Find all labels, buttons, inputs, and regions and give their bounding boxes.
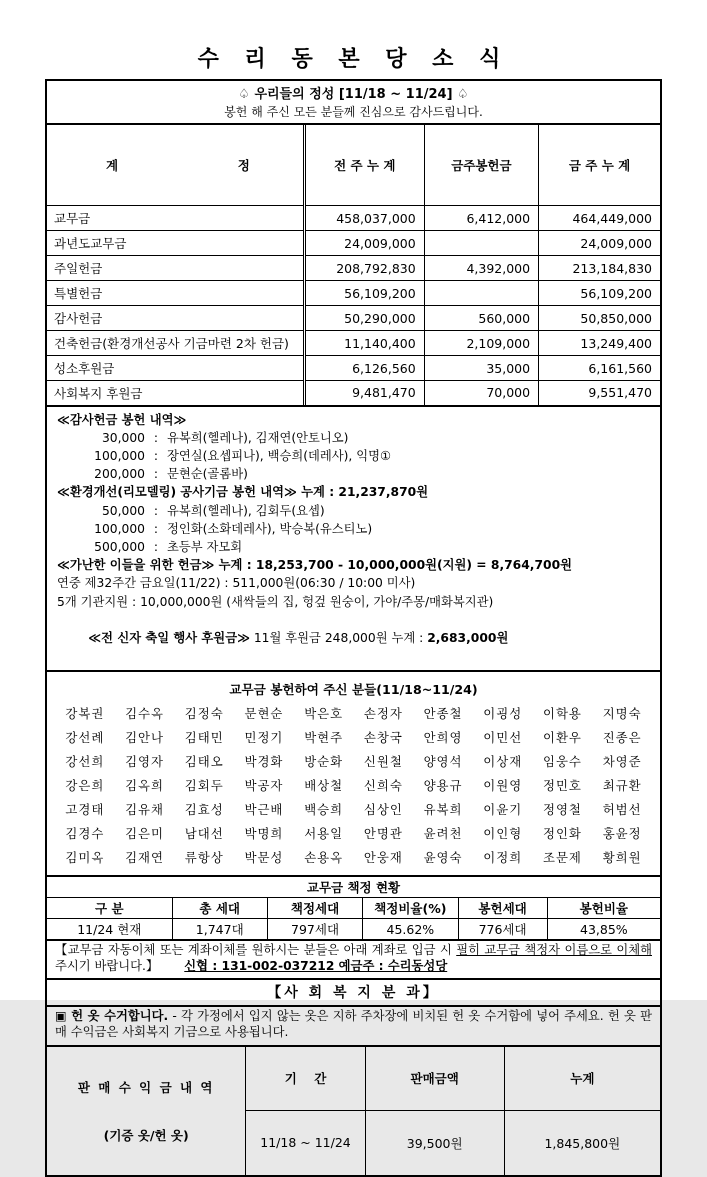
donor-name: 박현주: [304, 730, 344, 746]
donor-name: 박공자: [244, 778, 284, 794]
notice-text: 【교무금 자동이체 또는 계좌이체를 원하시는 분들은 아래 계좌로 입금 시: [55, 943, 457, 958]
assessment-value: 776세대: [458, 919, 547, 941]
this-week-offering: 35,000: [424, 356, 538, 381]
clothes-collection-lead: ▣ 헌 옷 수거합니다.: [55, 1008, 169, 1023]
donor-name: 박명희: [244, 826, 284, 842]
offering-details-section: [45, 405, 662, 673]
offering-donor-names: 초등부 자모회: [167, 539, 243, 554]
devotion-subtitle: 봉헌 해 주신 모든 분들께 진심으로 감사드립니다.: [224, 105, 483, 119]
donor-name: 심상인: [363, 802, 403, 818]
col-header-account-left: 계: [106, 158, 119, 173]
donor-name: 고경태: [65, 802, 105, 818]
donor-name: 임웅수: [542, 754, 582, 770]
offering-amount: 100,000: [94, 521, 145, 536]
donor-name: 이굉성: [483, 706, 523, 722]
this-week-offering: 70,000: [424, 381, 538, 406]
donor-name: 최규환: [602, 778, 642, 794]
account-name: 과년도교무금: [46, 231, 304, 256]
donor-name: 강선례: [65, 730, 105, 746]
feastday-fund-title: ≪전 신자 축일 행사 후원금≫: [88, 630, 250, 645]
donor-name: 안웅재: [363, 850, 403, 866]
this-week-total: 50,850,000: [539, 306, 661, 331]
sales-label-cell: [46, 1046, 246, 1176]
assessment-value: 797세대: [267, 919, 362, 941]
prev-week-total: 208,792,830: [304, 256, 424, 281]
assessment-status-table: [45, 875, 662, 941]
bulletin-content: [45, 79, 662, 1177]
col-header-account-right: 정: [237, 158, 250, 173]
account-row: [46, 281, 661, 306]
prev-week-total: 458,037,000: [304, 206, 424, 231]
account-row: [46, 206, 661, 231]
account-name: 건축헌금(환경개선공사 기금마련 2차 헌금): [46, 331, 304, 356]
colon-separator: :: [153, 448, 159, 463]
donor-name: 신희숙: [363, 778, 403, 794]
account-name: 성소후원금: [46, 356, 304, 381]
sales-revenue-table: [45, 1045, 662, 1177]
this-week-total: 464,449,000: [539, 206, 661, 231]
this-week-total: 213,184,830: [539, 256, 661, 281]
donor-name: 김옥희: [125, 778, 164, 794]
poor-fund-line: 연중 제32주간 금요일(11/22) : 511,000원(06:30 / 10:00 미사): [57, 576, 416, 591]
donor-name: 류항상: [184, 850, 224, 866]
this-week-offering: 2,109,000: [424, 331, 538, 356]
donor-name: 정영철: [542, 802, 582, 818]
prev-week-total: 6,126,560: [304, 356, 424, 381]
thanksgiving-detail-list: [57, 429, 650, 484]
donor-name: 김재연: [125, 850, 164, 866]
bank-account-info: 신협 : 131-002-037212 예금주 : 수리동성당: [184, 959, 448, 974]
donor-name: 손용옥: [304, 850, 344, 866]
donor-name: 정인화: [542, 826, 582, 842]
colon-separator: :: [153, 539, 159, 554]
offering-detail-item: [57, 465, 650, 483]
donor-name: 김안나: [125, 730, 164, 746]
assessment-data-row: [46, 919, 661, 941]
poor-fund-title: ≪가난한 이들을 위한 헌금≫ 누계 : 18,253,700 - 10,000,000원(지원) = 8,764,700원: [57, 558, 573, 573]
donor-name: 민정기: [244, 730, 284, 746]
account-name: 사회복지 후원금: [46, 381, 304, 406]
accounts-header-row: [46, 124, 661, 206]
donor-name: 김미옥: [65, 850, 105, 866]
poor-fund-line: 5개 기관지원 : 10,000,000원 (새싹들의 집, 헝겊 원숭이, 가야/주몽/매화복지관): [57, 594, 494, 609]
donor-name: 김경수: [65, 826, 105, 842]
col-header-prev-total: 전 주 누 계: [304, 124, 424, 206]
donor-name: 김회두: [184, 778, 224, 794]
donor-name: 문현순: [244, 706, 284, 722]
page-title: 수 리 동 본 당 소 식: [197, 47, 510, 72]
offering-detail-item: [57, 447, 650, 465]
colon-separator: :: [153, 503, 159, 518]
donor-name: 이인형: [483, 826, 523, 842]
colon-separator: :: [153, 430, 159, 445]
offering-donor-names: 정인화(소화데레사), 박승복(유스티노): [167, 521, 373, 536]
assessment-col-header: 구 분: [46, 898, 172, 919]
donor-name: 손창국: [363, 730, 403, 746]
this-week-total: 24,009,000: [539, 231, 661, 256]
donor-name: 박문성: [244, 850, 284, 866]
this-week-total: 9,551,470: [539, 381, 661, 406]
donor-name: 이윤기: [483, 802, 523, 818]
account-row: [46, 381, 661, 406]
assessment-header-row: [46, 898, 661, 919]
donor-name: 양영석: [423, 754, 463, 770]
assessment-title-row: [46, 876, 661, 898]
col-header-week-total: 금 주 누 계: [539, 124, 661, 206]
donor-name: 김영자: [125, 754, 164, 770]
donor-list-section: [45, 670, 662, 877]
donor-name: 안희영: [423, 730, 463, 746]
donor-list-title: 교무금 봉헌하여 주신 분들(11/18~11/24): [229, 682, 478, 698]
donor-name: 김태오: [184, 754, 224, 770]
offering-amount: 200,000: [94, 467, 145, 482]
this-week-total: 13,249,400: [539, 331, 661, 356]
account-name: 교무금: [46, 206, 304, 231]
donor-name: 지명숙: [602, 706, 642, 722]
offering-amount: 100,000: [94, 448, 145, 463]
offering-donor-names: 문현순(골롬바): [167, 467, 248, 482]
assessment-col-header: 총 세대: [172, 898, 267, 919]
sales-col-amount: 판매금액: [365, 1046, 504, 1111]
donor-name: 이학용: [542, 706, 582, 722]
donor-name: 윤영숙: [423, 850, 463, 866]
donor-name: 박은호: [304, 706, 344, 722]
this-week-offering: [424, 281, 538, 306]
feastday-fund-text: 11월 후원금 248,000원 누계 :: [249, 630, 428, 645]
sales-period: 11/18 ~ 11/24: [246, 1111, 365, 1176]
sales-header-row: [46, 1046, 661, 1111]
donor-name: 이정희: [483, 850, 523, 866]
renovation-fund-title: ≪환경개선(리모델링) 공사기금 봉헌 내역≫ 누계 : 21,237,870원: [57, 485, 429, 500]
donor-name: 김효성: [184, 802, 224, 818]
assessment-value: 45.62%: [363, 919, 458, 941]
sales-col-cumulative: 누계: [504, 1046, 661, 1111]
assessment-col-header: 봉헌비율: [547, 898, 661, 919]
donor-name: 이상재: [483, 754, 523, 770]
feastday-fund-line: [57, 611, 650, 666]
donor-name: 안종철: [423, 706, 463, 722]
account-name: 주일헌금: [46, 256, 304, 281]
this-week-total: 6,161,560: [539, 356, 661, 381]
offering-donor-names: 장연실(요셉피나), 백승희(데레사), 익명①: [167, 448, 392, 463]
donor-name: 홍윤정: [602, 826, 642, 842]
offering-detail-item: [57, 429, 650, 447]
col-header-account: [46, 124, 304, 206]
prev-week-total: 9,481,470: [304, 381, 424, 406]
offering-accounts-table: [45, 123, 662, 407]
donor-name: 강은희: [65, 778, 105, 794]
donor-name: 이민선: [483, 730, 523, 746]
donor-name: 신원철: [363, 754, 403, 770]
account-row: [46, 331, 661, 356]
assessment-value: 43,85%: [547, 919, 661, 941]
this-week-offering: 560,000: [424, 306, 538, 331]
donor-name: 이원영: [483, 778, 523, 794]
colon-separator: :: [153, 521, 159, 536]
donor-name: 양용규: [423, 778, 463, 794]
assessment-col-header: 책정비율(%): [363, 898, 458, 919]
account-row: [46, 356, 661, 381]
devotion-title: ♤ 우리들의 정성 [11/18 ~ 11/24] ♤: [238, 87, 469, 102]
welfare-notice: [45, 1005, 662, 1047]
assessment-title: 교무금 책정 현황: [46, 876, 661, 898]
renovation-fund-list: [57, 502, 650, 557]
donor-grid: [55, 704, 652, 866]
donor-name: 김수옥: [125, 706, 164, 722]
account-row: [46, 306, 661, 331]
donor-name: 배상철: [304, 778, 344, 794]
donor-name: 김정숙: [184, 706, 224, 722]
welfare-section-title: 【사 회 복 지 분 과】: [45, 978, 662, 1007]
account-row: [46, 256, 661, 281]
donor-name: 황희원: [602, 850, 642, 866]
thanksgiving-detail-title: ≪감사헌금 봉헌 내역≫: [57, 412, 187, 427]
offering-detail-item: [57, 520, 650, 538]
this-week-offering: [424, 231, 538, 256]
colon-separator: :: [153, 467, 159, 482]
prev-week-total: 56,109,200: [304, 281, 424, 306]
sales-label-line1: 판 매 수 익 금 내 역: [77, 1079, 215, 1095]
sales-cumulative: 1,845,800원: [504, 1111, 661, 1176]
donor-name: 백승희: [304, 802, 344, 818]
notice-text-after: 주시기 바랍니다.】: [55, 959, 159, 974]
assessment-col-header: 책정세대: [267, 898, 362, 919]
donor-name: 강복권: [65, 706, 105, 722]
offering-amount: 30,000: [101, 430, 145, 445]
donor-name: 김유채: [125, 802, 164, 818]
feastday-fund-total: 2,683,000원: [427, 630, 509, 645]
offering-amount: 50,000: [101, 503, 145, 518]
donor-name: 남대선: [184, 826, 224, 842]
this-week-offering: 4,392,000: [424, 256, 538, 281]
donor-name: 박경화: [244, 754, 284, 770]
sales-col-period: 기 간: [246, 1046, 365, 1111]
donor-name: 유복희: [423, 802, 463, 818]
assessment-col-header: 봉헌세대: [458, 898, 547, 919]
prev-week-total: 24,009,000: [304, 231, 424, 256]
donor-name: 김은미: [125, 826, 164, 842]
this-week-total: 56,109,200: [539, 281, 661, 306]
offering-detail-item: [57, 502, 650, 520]
donor-name: 윤려천: [423, 826, 463, 842]
poor-fund-lines: [57, 574, 650, 610]
offering-detail-item: [57, 538, 650, 556]
donor-name: 방순화: [304, 754, 344, 770]
donor-name: 허범선: [602, 802, 642, 818]
offering-donor-names: 유복희(헬레나), 김회두(요셉): [167, 503, 325, 518]
assessment-value: 11/24 현재: [46, 919, 172, 941]
offering-amount: 500,000: [94, 539, 145, 554]
account-name: 감사헌금: [46, 306, 304, 331]
notice-underlined-text: 필히 교무금 책정자 이름으로 이체해: [456, 943, 652, 958]
donor-name: 김태민: [184, 730, 224, 746]
account-row: [46, 231, 661, 256]
donor-name: 안명관: [363, 826, 403, 842]
donor-name: 정민호: [542, 778, 582, 794]
sales-label-line2: (기증 옷/헌 옷): [103, 1127, 189, 1143]
prev-week-total: 11,140,400: [304, 331, 424, 356]
clothes-collection-text: - 각 가정에서 입지 않는 옷은 지하 주차장에 비치된 헌 옷 수거함에 넣어 주세요. 헌 옷 판매 수익금은 사회복지 기금으로 사용됩니다.: [55, 1008, 652, 1039]
account-name: 특별헌금: [46, 281, 304, 306]
donor-name: 진종은: [602, 730, 642, 746]
donor-name: 이환우: [542, 730, 582, 746]
prev-week-total: 50,290,000: [304, 306, 424, 331]
donor-name: 강선희: [65, 754, 105, 770]
assessment-value: 1,747대: [172, 919, 267, 941]
donor-name: 조문제: [542, 850, 582, 866]
donor-name: 박근배: [244, 802, 284, 818]
col-header-week-offering: 금주봉헌금: [424, 124, 538, 206]
offering-donor-names: 유복희(헬레나), 김재연(안토니오): [167, 430, 349, 445]
donor-name: 서용일: [304, 826, 344, 842]
donor-name: 차영준: [602, 754, 642, 770]
sales-amount: 39,500원: [365, 1111, 504, 1176]
donor-name: 손정자: [363, 706, 403, 722]
this-week-offering: 6,412,000: [424, 206, 538, 231]
devotion-header: [45, 79, 662, 125]
transfer-notice: [45, 939, 662, 980]
